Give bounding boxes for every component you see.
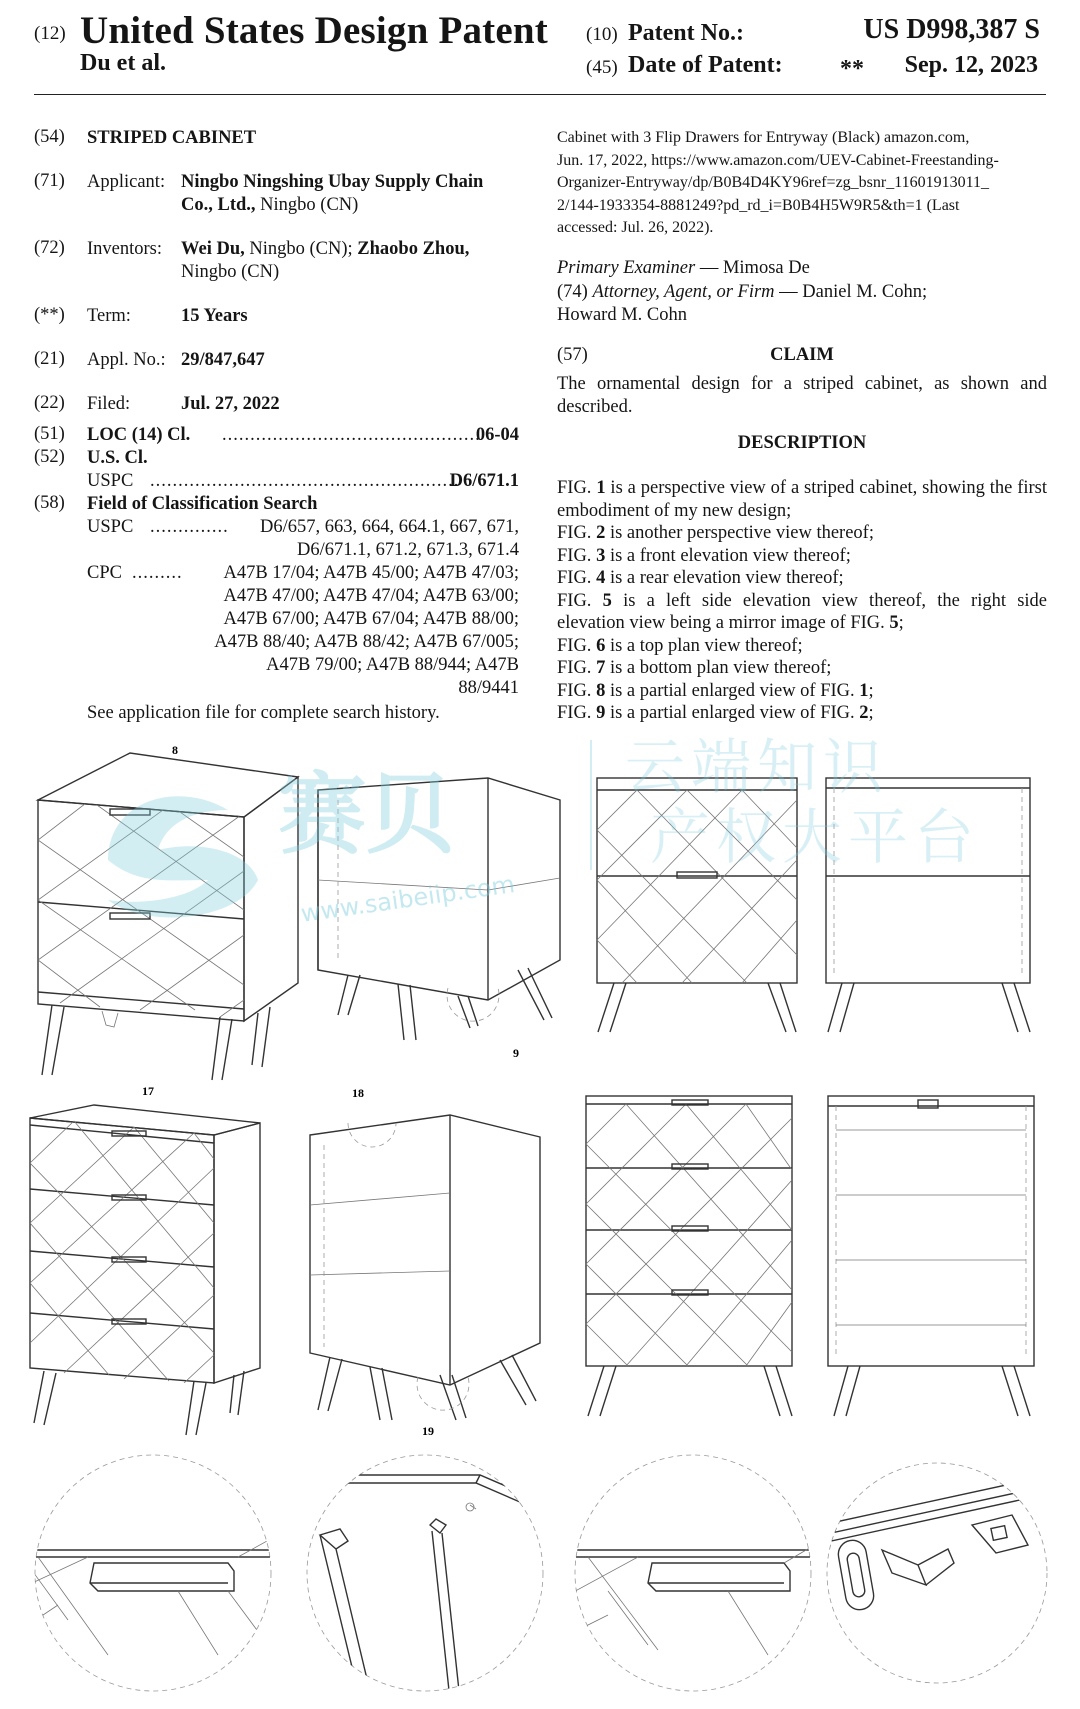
citation-line5: accessed: Jul. 26, 2022).: [557, 219, 714, 236]
desc-fig-4: FIG. 4 is a rear elevation view thereof;: [557, 568, 844, 588]
watermark-divider: [590, 740, 592, 870]
cpc-line4: A47B 88/40; A47B 88/42; A47B 67/005;: [214, 632, 519, 652]
inventor-2-name: Zhaobo Zhou,: [357, 239, 470, 259]
reference-numeral-19: 19: [422, 1424, 434, 1438]
inid-code-45: (45): [586, 57, 618, 78]
citation-line2: Jun. 17, 2022, https://www.amazon.com/UEV-Cabinet-Freestanding-: [557, 151, 999, 169]
loc-classification-value: 06-04: [475, 425, 519, 445]
search-uspc-leader-dots: ..............: [150, 517, 229, 537]
term-label: Term:: [87, 306, 131, 326]
reference-numeral-8: 8: [172, 743, 178, 757]
term-value: 15 Years: [181, 306, 248, 326]
description-list: [557, 477, 1047, 725]
desc-fig-9: FIG. 9 is a partial enlarged view of FIG. 2;: [557, 703, 874, 723]
attorney-name-1: — Daniel M. Cohn;: [779, 282, 928, 302]
cpc-line5: A47B 79/00; A47B 88/944; A47B: [266, 655, 519, 675]
figure-rear-elevation-four-drawer: [822, 1090, 1044, 1425]
citation-line1: Cabinet with 3 Flip Drawers for Entryway (Black) amazon.com,: [557, 129, 970, 146]
claim-heading: CLAIM: [770, 345, 834, 365]
reference-numeral-18: 18: [352, 1086, 364, 1100]
applicant-name-company-suffix: Co., Ltd.,: [181, 195, 256, 215]
applicant-name-line1: Ningbo Ningshing Ubay Supply Chain: [181, 172, 484, 192]
filed-date: Jul. 27, 2022: [181, 394, 280, 414]
inventor-2-city: Ningbo (CN): [181, 262, 280, 282]
attorney-label: Attorney, Agent, or Firm: [592, 282, 775, 302]
inventors-line1: [181, 238, 469, 261]
uspc-label: USPC: [87, 471, 134, 491]
header-rule: [34, 94, 1046, 95]
inid-code-term: (**): [34, 305, 65, 325]
claim-text: The ornamental design for a striped cabinet, as shown and described.: [557, 374, 1047, 417]
desc-fig-6: FIG. 6 is a top plan view thereof;: [557, 635, 803, 656]
desc-fig-8: FIG. 8 is a partial enlarged view of FIG. 1;: [557, 680, 874, 701]
description-heading: DESCRIPTION: [737, 433, 867, 453]
inid-code-74: (74): [557, 282, 588, 302]
reference-numeral-9: 9: [513, 1046, 519, 1060]
search-field-label: Field of Classification Search: [87, 494, 318, 514]
citation-line3: Organizer-Entryway/dp/B0B4D4KY96ref=zg_bsnr_11601913011_: [557, 174, 990, 191]
citation-line4: 2/144-1933354-8881249?pd_rd_i=B0B4H5W9R5&th=1 (Last: [557, 196, 960, 214]
attorney-line1: [557, 281, 927, 304]
date-asterisks: **: [840, 56, 864, 82]
figure-detail-handle-1: [28, 1445, 278, 1700]
desc-fig-3: FIG. 3 is a front elevation view thereof;: [557, 545, 851, 566]
figure-detail-hinge: [822, 1445, 1052, 1700]
figure-detail-leg-1: [300, 1445, 550, 1700]
watermark-brand: 赛贝: [278, 763, 455, 866]
inid-code-58: (58): [34, 493, 65, 513]
figure-detail-handle-2: [568, 1445, 818, 1700]
cpc-line6: 88/9441: [458, 678, 519, 698]
watermark-logo-icon: [88, 770, 288, 945]
uspc-value: D6/671.1: [449, 471, 519, 491]
inventor-1-name: Wei Du,: [181, 239, 245, 259]
search-uspc-line1: D6/657, 663, 664, 664.1, 667, 671,: [260, 517, 519, 537]
watermark-slogan-line1: 云端知识: [625, 733, 889, 803]
inventors-label: Inventors:: [87, 239, 163, 259]
search-uspc-line2: D6/671.1, 671.2, 671.3, 671.4: [297, 540, 519, 560]
inventor-1-city: Ningbo (CN);: [249, 239, 353, 259]
inid-code-54: (54): [34, 127, 65, 147]
inid-code-71: (71): [34, 171, 65, 191]
date-of-patent-label: Date of Patent:: [628, 52, 783, 78]
inid-code-57: (57): [557, 345, 588, 365]
primary-examiner-label: Primary Examiner: [557, 258, 696, 278]
us-classification-label: U.S. Cl.: [87, 448, 148, 468]
cpc-label: CPC: [87, 563, 122, 583]
desc-fig-5: FIG. 5 is a left side elevation view thereof, the right side elevation view being a mirror image of FIG. 5;: [557, 590, 1047, 633]
document-title: United States Design Patent: [80, 9, 548, 52]
search-history-note: See application file for complete search history.: [87, 703, 440, 723]
inid-code-72: (72): [34, 238, 65, 258]
applicant-name-line2: [181, 194, 358, 217]
applicant-label: Applicant:: [87, 172, 166, 192]
figure-perspective-four-drawer: [24, 1083, 264, 1438]
inid-code-51: (51): [34, 424, 65, 444]
loc-classification-label: LOC (14) Cl.: [87, 425, 191, 445]
inid-code-21: (21): [34, 349, 65, 369]
watermark-url: www.saibeiip.com: [299, 870, 517, 928]
loc-leader-dots: ..............................................: [222, 425, 481, 445]
application-number-label: Appl. No.:: [87, 350, 166, 370]
reference-citation: [557, 127, 1047, 240]
desc-fig-2: FIG. 2 is another perspective view thereof;: [557, 523, 874, 543]
inid-code-52: (52): [34, 447, 65, 467]
application-number: 29/847,647: [181, 350, 265, 370]
date-of-patent: Sep. 12, 2023: [904, 52, 1038, 78]
patent-number-label: Patent No.:: [628, 20, 744, 46]
watermark-slogan-line2: 产权大平台: [650, 803, 980, 873]
desc-fig-1: FIG. 1 is a perspective view of a striped cabinet, showing the first embodiment of my new design;: [557, 478, 1048, 521]
patent-number: US D998,387 S: [863, 14, 1040, 45]
cpc-line2: A47B 47/00; A47B 47/04; A47B 63/00;: [223, 586, 519, 606]
figure-front-elevation-four-drawer: [578, 1090, 803, 1425]
applicant-city: Ningbo (CN): [260, 195, 359, 215]
filed-label: Filed:: [87, 394, 131, 414]
inventor-short-name: Du et al.: [80, 50, 166, 76]
primary-examiner-name: — Mimosa De: [699, 258, 810, 278]
figure-rear-perspective-four-drawer: [300, 1085, 550, 1440]
reference-numeral-17: 17: [142, 1084, 154, 1098]
inid-code-22: (22): [34, 393, 65, 413]
cpc-leader-dots: .........: [132, 563, 183, 583]
cpc-line1: A47B 17/04; A47B 45/00; A47B 47/03;: [223, 563, 519, 583]
attorney-name-2: Howard M. Cohn: [557, 305, 688, 325]
inid-code-10: (10): [586, 24, 618, 45]
desc-fig-7: FIG. 7 is a bottom plan view thereof;: [557, 658, 832, 678]
search-uspc-label: USPC: [87, 517, 134, 537]
inid-code-12: (12): [34, 23, 66, 44]
uspc-leader-dots: .......................................................: [150, 471, 460, 491]
primary-examiner: [557, 257, 810, 280]
design-title: STRIPED CABINET: [87, 128, 257, 148]
cpc-line3: A47B 67/00; A47B 67/04; A47B 88/00;: [223, 609, 519, 629]
